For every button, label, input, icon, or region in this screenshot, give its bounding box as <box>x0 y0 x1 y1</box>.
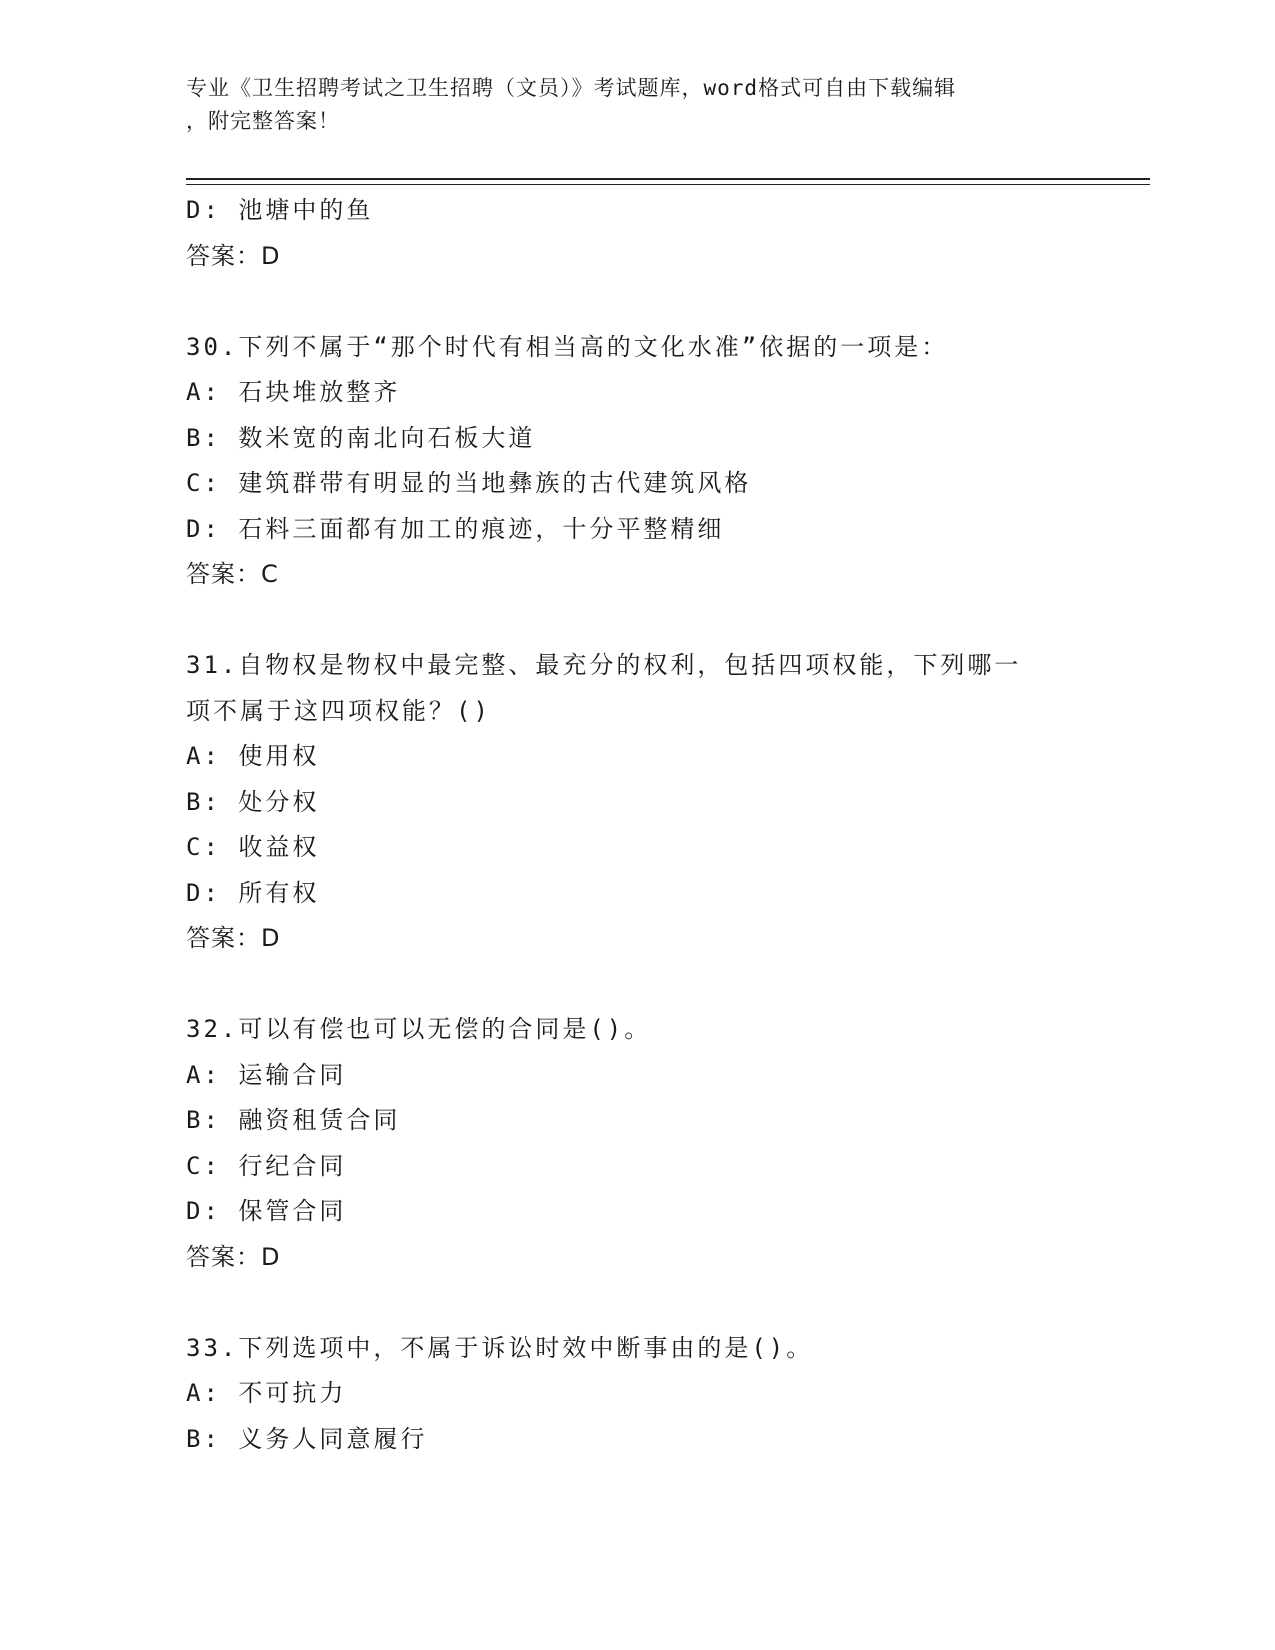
spacer <box>186 279 1086 325</box>
answer-line: 答案：D <box>186 1242 281 1271</box>
spacer <box>186 962 1086 1008</box>
question-29-tail <box>186 188 1086 279</box>
document-header <box>186 72 1086 138</box>
answer-line: 答案：D <box>186 924 281 952</box>
question-stem-line2: 项不属于这四项权能？() <box>186 696 491 725</box>
option-a: A: 石块堆放整齐 <box>186 378 401 406</box>
option-d: D: 池塘中的鱼 <box>186 196 374 224</box>
option-a: A: 运输合同 <box>186 1060 347 1089</box>
spacer <box>186 1280 1086 1326</box>
option-b: B: 数米宽的南北向石板大道 <box>186 423 536 452</box>
question-stem-line1: 31.自物权是物权中最完整、最充分的权利，包括四项权能，下列哪一 <box>186 651 1022 679</box>
option-c: C: 收益权 <box>186 833 320 861</box>
question-30 <box>186 325 1086 598</box>
question-stem: 33.下列选项中，不属于诉讼时效中断事由的是()。 <box>186 1333 814 1362</box>
option-b: B: 义务人同意履行 <box>186 1424 428 1453</box>
option-a: A: 使用权 <box>186 742 320 770</box>
header-title-line2: ，附完整答案！ <box>186 109 340 133</box>
question-31 <box>186 643 1086 962</box>
option-c: C: 行纪合同 <box>186 1151 347 1180</box>
question-list <box>186 188 1086 1462</box>
answer-line: 答案：D <box>186 241 281 270</box>
header-divider-thick <box>186 178 1150 180</box>
header-title-line1: 专业《卫生招聘考试之卫生招聘（文员）》考试题库，word格式可自由下载编辑 <box>186 76 957 100</box>
option-a: A: 不可抗力 <box>186 1379 347 1407</box>
question-stem: 30.下列不属于“那个时代有相当高的文化水准”依据的一项是： <box>186 332 949 361</box>
question-32 <box>186 1007 1086 1280</box>
option-b: B: 处分权 <box>186 787 320 816</box>
option-d: D: 石料三面都有加工的痕迹，十分平整精细 <box>186 514 725 543</box>
option-b: B: 融资租赁合同 <box>186 1106 401 1134</box>
question-stem: 32.可以有偿也可以无偿的合同是()。 <box>186 1015 652 1043</box>
option-d: D: 所有权 <box>186 878 320 907</box>
question-33 <box>186 1326 1086 1463</box>
option-d: D: 保管合同 <box>186 1197 347 1225</box>
header-divider-thin <box>186 184 1150 185</box>
spacer <box>186 598 1086 644</box>
answer-line: 答案：C <box>186 560 279 588</box>
option-c: C: 建筑群带有明显的当地彝族的古代建筑风格 <box>186 469 752 497</box>
